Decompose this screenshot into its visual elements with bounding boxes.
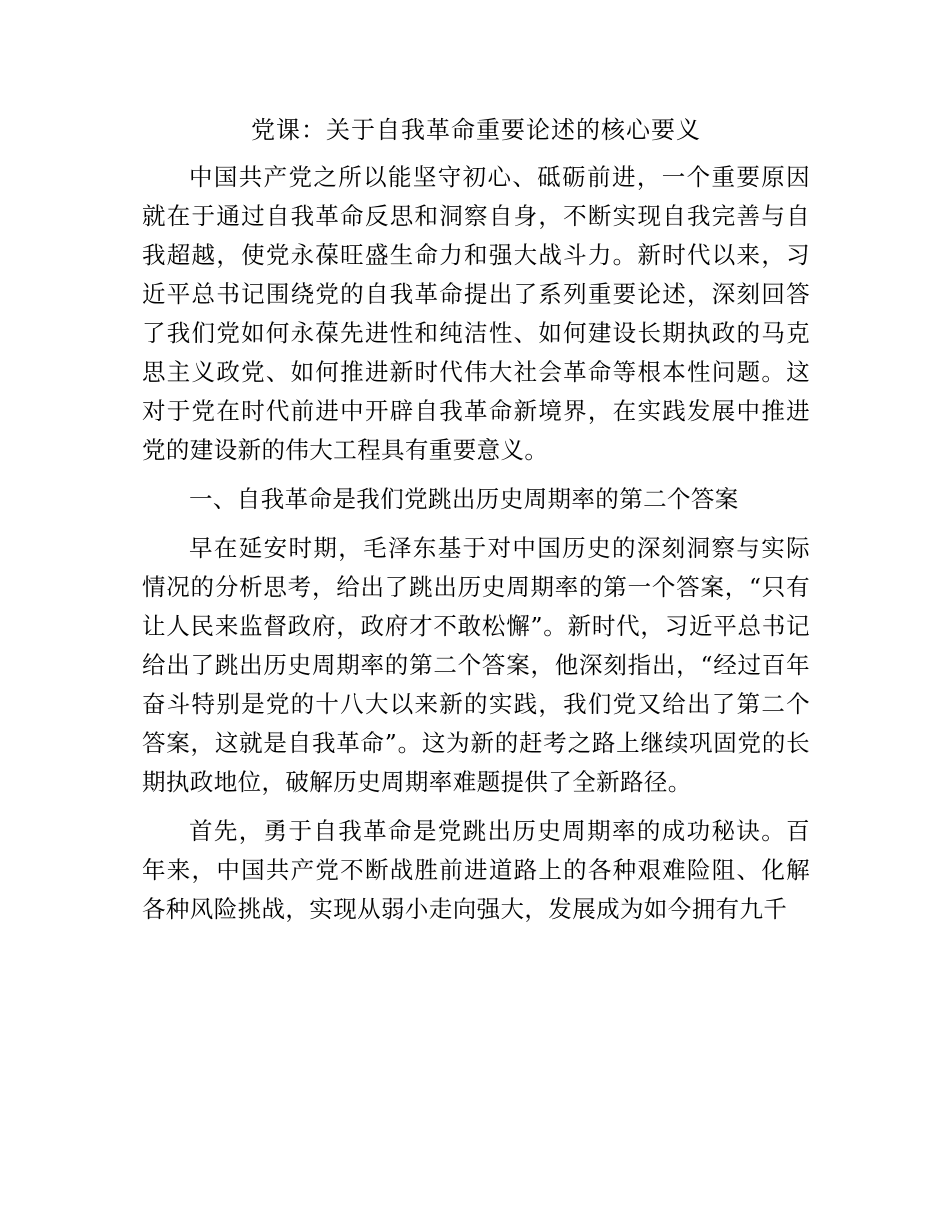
- section-heading: 一、自我革命是我们党跳出历史周期率的第二个答案: [189, 485, 739, 513]
- document-title: 党课：关于自我革命重要论述的核心要义: [251, 116, 701, 144]
- intro-paragraph: 中国共产党之所以能坚守初心、砥砺前进，一个重要原因就在于通过自我革命反思和洞察自身，不断实现自我完善与自我超越，使党永葆旺盛生命力和强大战斗力。新时代以来，习近平总书记围绕党的自我革命提出了系列重要论述，深刻回答了我们党如何永葆先进性和纯洁性、如何建设长期执政的马克思主义政党、如何推进新时代伟大社会革命等根本性问题。这对于党在时代前进中开辟自我革命新境界，在实践发展中推进党的建设新的伟大工程具有重要意义。: [142, 163, 810, 464]
- section-paragraph-2: 首先，勇于自我革命是党跳出历史周期率的成功秘诀。百年来，中国共产党不断战胜前进道路上的各种艰难险阻、化解各种风险挑战，实现从弱小走向强大，发展成为如今拥有九千: [142, 817, 810, 923]
- section-paragraph-1: 早在延安时期，毛泽东基于对中国历史的深刻洞察与实际情况的分析思考，给出了跳出历史周期率的第一个答案，“只有让人民来监督政府，政府才不敢松懈”。新时代，习近平总书记给出了跳出历史周期率的第二个答案，他深刻指出，“经过百年奋斗特别是党的十八大以来新的实践，我们党又给出了第二个答案，这就是自我革命”。这为新的赶考之路上继续巩固党的长期执政地位，破解历史周期率难题提供了全新路径。: [142, 534, 810, 796]
- document-body: [142, 110, 810, 939]
